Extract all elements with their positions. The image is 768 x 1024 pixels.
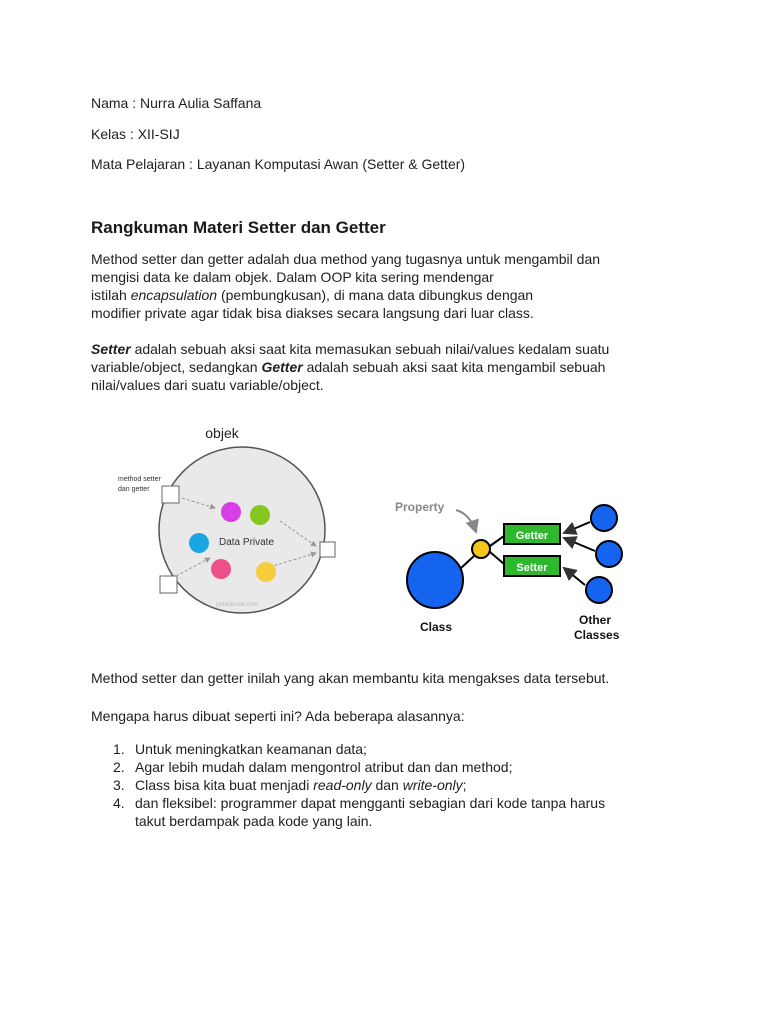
- list-item: 2. Agar lebih mudah dalam mengontrol atribut dan dan method;: [113, 759, 513, 775]
- intro-paragraph: [91, 250, 691, 322]
- reasons-intro: Mengapa harus dibuat seperti ini? Ada beberapa alasannya:: [91, 708, 465, 724]
- method-box-right: [320, 542, 335, 557]
- data-dot: [256, 562, 276, 582]
- class-label: Class: [420, 620, 453, 634]
- section-heading: Rangkuman Materi Setter dan Getter: [91, 218, 386, 237]
- definition-line-2: variable/object, sedangkan Getter adalah sebuah aksi saat kita mengambil sebuah: [91, 359, 606, 375]
- object-circle: [159, 447, 325, 613]
- other-class-circle: [586, 577, 612, 603]
- object-diagram: [100, 418, 350, 618]
- other-classes-label-2: Classes: [574, 628, 620, 642]
- method-box-top: [162, 486, 179, 503]
- method-box-bottom: [160, 576, 177, 593]
- other-class-circle: [591, 505, 617, 531]
- data-dot: [211, 559, 231, 579]
- definition-line-1: Setter adalah sebuah aksi saat kita memasukan sebuah nilai/values kedalam suatu: [91, 341, 610, 357]
- method-label-line-1: method setter: [118, 476, 161, 483]
- property-dot: [472, 540, 490, 558]
- access-paragraph: Method setter dan getter inilah yang akan membantu kita mengakses data tersebut.: [91, 670, 610, 686]
- encapsulation-term: encapsulation: [130, 287, 218, 303]
- setter-label: Setter: [516, 562, 548, 574]
- intro-line-3: istilah encapsulation (pembungkusan), di mana data dibungkus dengan: [91, 287, 534, 303]
- student-name: Nama : Nurra Aulia Saffana: [91, 95, 262, 111]
- data-dot: [221, 502, 241, 522]
- getter-label: Getter: [515, 530, 549, 542]
- property-label: Property: [395, 500, 445, 514]
- object-title: objek: [205, 425, 239, 441]
- setter-term: Setter: [91, 341, 131, 357]
- list-item: 3. Class bisa kita buat menjadi read-only dan write-only;: [113, 777, 467, 793]
- other-classes-label-1: Other: [579, 613, 612, 627]
- intro-line-4: modifier private agar tidak bisa diakses secara langsung dari luar class.: [91, 305, 534, 321]
- class-circle: [407, 552, 463, 608]
- intro-line-1: Method setter dan getter adalah dua method yang tugasnya untuk mengambil dan: [91, 251, 601, 267]
- other-class-circle: [596, 541, 622, 567]
- data-dot: [250, 505, 270, 525]
- list-item: 4. dan fleksibel: programmer dapat mengganti sebagian dari kode tanpa harus takut berdampak pada kode yang lain.: [113, 795, 606, 829]
- data-dot: [189, 533, 209, 553]
- data-private-label: Data Private: [219, 537, 275, 548]
- watermark: petanikode.com: [216, 602, 259, 608]
- list-item: 1. Untuk meningkatkan keamanan data;: [113, 741, 367, 757]
- method-label-line-2: dan getter: [118, 486, 150, 493]
- subject-line: Mata Pelajaran : Layanan Komputasi Awan (Setter & Getter): [91, 156, 466, 172]
- reasons-list: [91, 740, 691, 830]
- definition-line-3: nilai/values dari suatu variable/object.: [91, 377, 324, 393]
- student-class: Kelas : XII-SIJ: [91, 126, 180, 142]
- class-property-diagram: [390, 496, 640, 666]
- definition-paragraph: [91, 340, 691, 394]
- intro-line-2: mengisi data ke dalam objek. Dalam OOP kita sering mendengar: [91, 269, 494, 285]
- getter-term: Getter: [261, 359, 303, 375]
- write-only-term: write-only: [402, 777, 463, 793]
- read-only-term: read-only: [313, 777, 372, 793]
